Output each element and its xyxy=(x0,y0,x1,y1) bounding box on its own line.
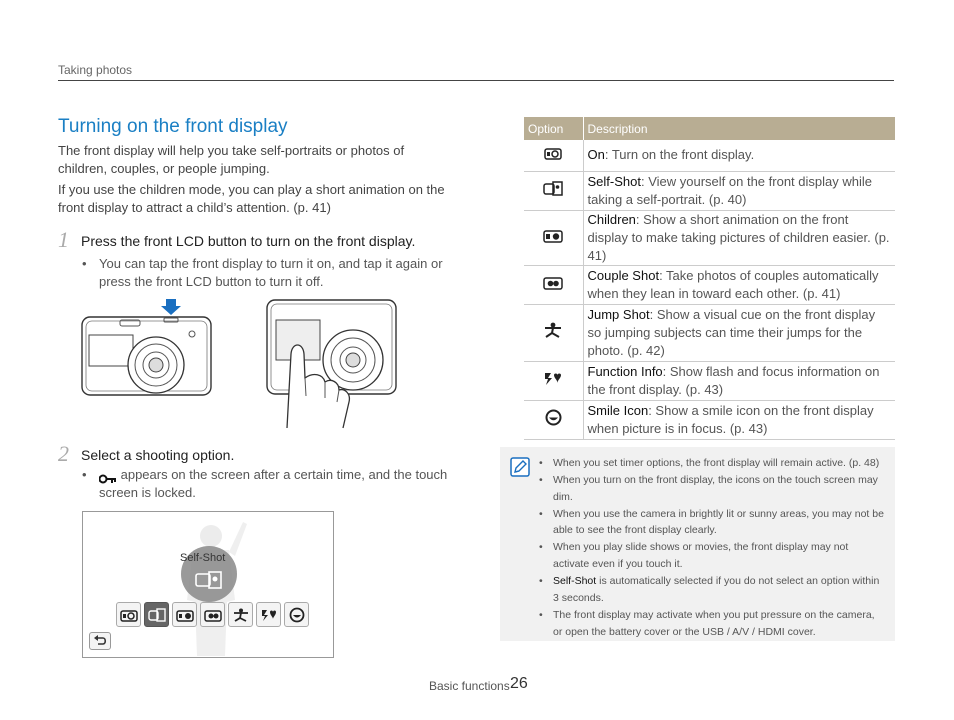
option-description-cell xyxy=(583,304,895,361)
option-description: : Take photos of couples automatically when they lean in toward each other. (p. 41) xyxy=(587,267,879,301)
option-name: On xyxy=(587,147,605,163)
children-icon xyxy=(543,228,563,243)
table-row xyxy=(524,140,895,171)
option-name: Jump Shot xyxy=(587,306,650,322)
option-description-cell xyxy=(583,361,895,400)
note-item: • The front display may activate when you put pressure on the camera, or open the battery cover or the USB / A/V / HDMI cover. xyxy=(538,607,886,640)
touch-screen-preview xyxy=(82,511,334,658)
step-text: Press the front LCD button to turn on the front display. xyxy=(81,233,416,249)
on-icon xyxy=(544,146,562,160)
option-description-cell xyxy=(583,140,895,171)
arrow-down-icon xyxy=(161,299,181,315)
note-bold-term: Self-Shot xyxy=(553,575,597,588)
couple-shot-icon xyxy=(543,275,563,290)
back-arrow-icon xyxy=(93,635,107,647)
option-icon-cell xyxy=(524,304,583,361)
self-shot-icon xyxy=(148,608,166,622)
jump-shot-icon xyxy=(232,608,250,622)
option-name: Function Info xyxy=(587,363,663,379)
camera-tap-display-illustration xyxy=(265,298,399,430)
option-name: Smile Icon xyxy=(587,402,649,418)
jump-shot-icon xyxy=(543,322,563,338)
option-name: Children xyxy=(587,211,636,227)
option-description-cell xyxy=(583,171,895,210)
header-description: Description xyxy=(583,117,895,140)
step-2-bullet-text: appears on the screen after a certain time, and the touch screen is locked. xyxy=(99,467,448,500)
back-button[interactable] xyxy=(89,632,111,650)
mode-icon-row xyxy=(116,602,309,627)
step-number: 2 xyxy=(58,441,69,466)
table-header-row xyxy=(524,117,895,140)
table-row xyxy=(524,171,895,210)
note-item: • When you use the camera in brightly lit or sunny areas, you may not be able to see the front display clearly. xyxy=(538,506,886,539)
selected-mode-label: Self-Shot xyxy=(180,552,226,564)
option-description: : Turn on the front display. xyxy=(604,147,755,163)
key-lock-icon xyxy=(99,471,117,481)
footer-section-label: Basic functions xyxy=(429,679,510,693)
option-description: : Show flash and focus information on the front display. (p. 43) xyxy=(587,363,880,397)
note-pencil-icon xyxy=(510,457,530,477)
option-icon-cell xyxy=(524,265,583,304)
table-row xyxy=(524,210,895,265)
option-description-cell xyxy=(583,400,895,439)
option-description-cell xyxy=(583,210,895,265)
mode-self-shot-button[interactable] xyxy=(144,602,169,627)
mode-smile-icon-button[interactable] xyxy=(284,602,309,627)
note-list xyxy=(538,455,886,641)
table-row xyxy=(524,400,895,439)
step-1-bullet: • You can tap the front display to turn it on, and tap it again or press the front LCD button to turn it off. xyxy=(82,255,452,291)
intro-paragraph-1: The front display will help you take self-portraits or photos of children, couples, or people jumping. xyxy=(58,143,405,176)
mode-couple-shot-button[interactable] xyxy=(200,602,225,627)
option-icon-cell xyxy=(524,400,583,439)
option-description: : Show a short animation on the front display to make taking pictures of children easier. (p. 41) xyxy=(587,211,890,263)
function-info-icon xyxy=(260,608,278,622)
smile-icon xyxy=(289,607,305,623)
note-item: • When you set timer options, the front display will remain active. (p. 48) xyxy=(538,455,886,472)
option-icon-cell xyxy=(524,171,583,210)
option-description: : View yourself on the front display while taking a self-portrait. (p. 40) xyxy=(587,173,872,207)
note-box xyxy=(500,447,895,641)
note-item: • Self-Shot is automatically selected if you do not select an option within 3 seconds. xyxy=(538,573,886,606)
mode-jump-shot-button[interactable] xyxy=(228,602,253,627)
camera-press-button-illustration xyxy=(80,298,214,398)
self-shot-icon xyxy=(543,181,563,196)
table-row xyxy=(524,304,895,361)
table-row xyxy=(524,265,895,304)
note-item: • When you turn on the front display, the icons on the touch screen may dim. xyxy=(538,472,886,505)
table-row xyxy=(524,361,895,400)
step-2-bullet xyxy=(82,466,452,502)
children-icon xyxy=(176,608,194,622)
function-info-icon xyxy=(543,371,563,386)
option-description: : Show a smile icon on the front display when picture is in focus. (p. 43) xyxy=(587,402,874,436)
step-text: Select a shooting option. xyxy=(81,447,235,463)
option-icon-cell xyxy=(524,140,583,171)
option-description-cell xyxy=(583,265,895,304)
header-option: Option xyxy=(524,117,583,140)
page-number: 26 xyxy=(510,675,528,692)
on-icon xyxy=(120,608,138,622)
header-rule xyxy=(58,80,894,81)
option-icon-cell xyxy=(524,210,583,265)
option-name: Self-Shot xyxy=(587,173,641,189)
option-description: : Show a visual cue on the front display so jumping subjects can time their jumps for the photo. (p. 42) xyxy=(587,306,876,358)
self-shot-icon xyxy=(195,570,223,590)
intro-paragraph-2: If you use the children mode, you can play a short animation on the front display to attract a child’s attention. (p. 41) xyxy=(58,182,445,215)
couple-shot-icon xyxy=(204,608,222,622)
option-table xyxy=(524,117,895,440)
mode-children-button[interactable] xyxy=(172,602,197,627)
smile-icon xyxy=(545,409,562,426)
page-title: Turning on the front display xyxy=(58,116,288,137)
mode-on-button[interactable] xyxy=(116,602,141,627)
note-item: • When you play slide shows or movies, the front display may not activate even if you touch it. xyxy=(538,539,886,572)
mode-function-info-button[interactable] xyxy=(256,602,281,627)
option-icon-cell xyxy=(524,361,583,400)
option-name: Couple Shot xyxy=(587,267,660,283)
header-section-label: Taking photos xyxy=(58,63,133,77)
step-number: 1 xyxy=(58,227,69,252)
